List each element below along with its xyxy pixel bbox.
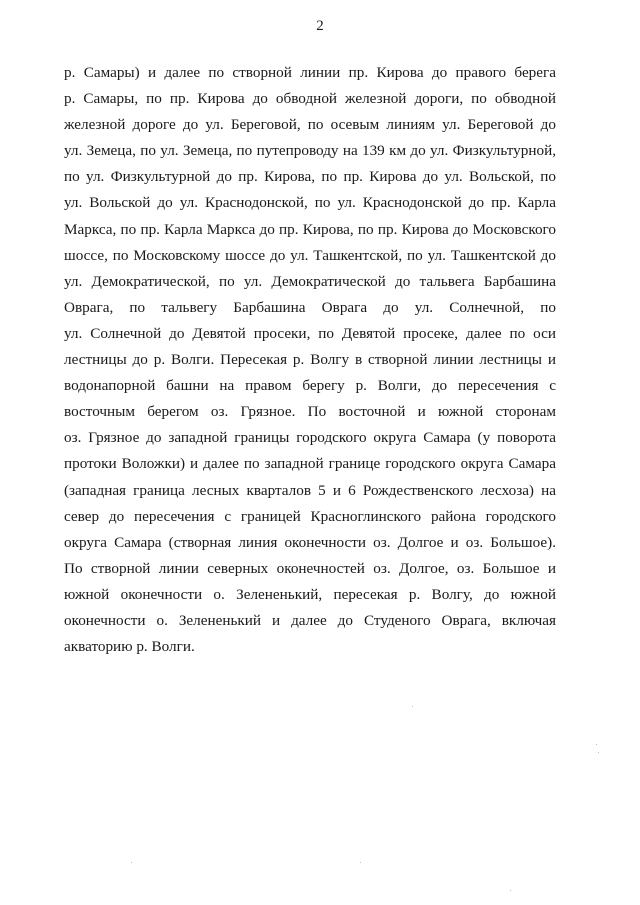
scan-speck xyxy=(131,862,132,863)
body-text xyxy=(64,60,556,660)
text-line: ул. Земеца, по ул. Земеца, по путепроводу на 139 км до ул. Физкультурной, xyxy=(64,142,556,160)
text-line: южной оконечности о. Зелененький, пересекая р. Волгу, до южной xyxy=(64,585,556,603)
text-line: акваторию р. Волги. xyxy=(64,638,195,656)
text-line: по ул. Физкультурной до пр. Кирова, по пр. Кирова до ул. Вольской, по xyxy=(64,168,556,186)
text-line: водонапорной башни на правом берегу р. Волги, до пересечения с xyxy=(64,377,556,395)
text-line: (западная граница лесных кварталов 5 и 6 Рождественского лесхоза) на xyxy=(64,481,556,499)
text-line: Маркса, по пр. Карла Маркса до пр. Кирова, по пр. Кирова до Московского xyxy=(64,220,556,238)
text-line: протоки Воложки) и далее по западной границе городского округа Самара xyxy=(64,455,556,473)
scan-speck xyxy=(360,862,361,863)
text-line: оз. Грязное до западной границы городского округа Самара (у поворота xyxy=(64,429,556,447)
scan-speck xyxy=(412,706,413,707)
text-line: ул. Вольской до ул. Краснодонской, по ул. Краснодонской до пр. Карла xyxy=(64,194,556,212)
text-line: шоссе, по Московскому шоссе до ул. Ташкентской, по ул. Ташкентской до xyxy=(64,246,556,264)
text-line: округа Самара (створная линия оконечности оз. Долгое и оз. Большое). xyxy=(64,533,556,551)
text-line: восточным берегом оз. Грязное. По восточной и южной сторонам xyxy=(64,403,556,421)
scan-speck xyxy=(596,744,597,745)
text-line: Оврага, по тальвегу Барбашина Оврага до ул. Солнечной, по xyxy=(64,298,556,316)
scan-speck xyxy=(598,752,599,753)
scan-speck xyxy=(510,890,511,891)
text-line: ул. Демократической, по ул. Демократической до тальвега Барбашина xyxy=(64,272,556,290)
page-number: 2 xyxy=(316,18,324,34)
text-line: ул. Солнечной до Девятой просеки, по Девятой просеке, далее по оси xyxy=(64,324,556,342)
text-line: оконечности о. Зелененький и далее до Студеного Оврага, включая xyxy=(64,611,556,629)
text-line: р. Самары) и далее по створной линии пр. Кирова до правого берега xyxy=(64,64,556,81)
text-line: железной дороге до ул. Береговой, по осевым линиям ул. Береговой до xyxy=(64,116,556,134)
text-line: р. Самары, по пр. Кирова до обводной железной дороги, по обводной xyxy=(64,90,556,108)
text-line: север до пересечения с границей Красноглинского района городского xyxy=(64,507,556,525)
text-line: По створной линии северных оконечностей оз. Долгое, оз. Большое и xyxy=(64,559,556,577)
text-line: лестницы до р. Волги. Пересекая р. Волгу в створной линии лестницы и xyxy=(64,351,556,369)
